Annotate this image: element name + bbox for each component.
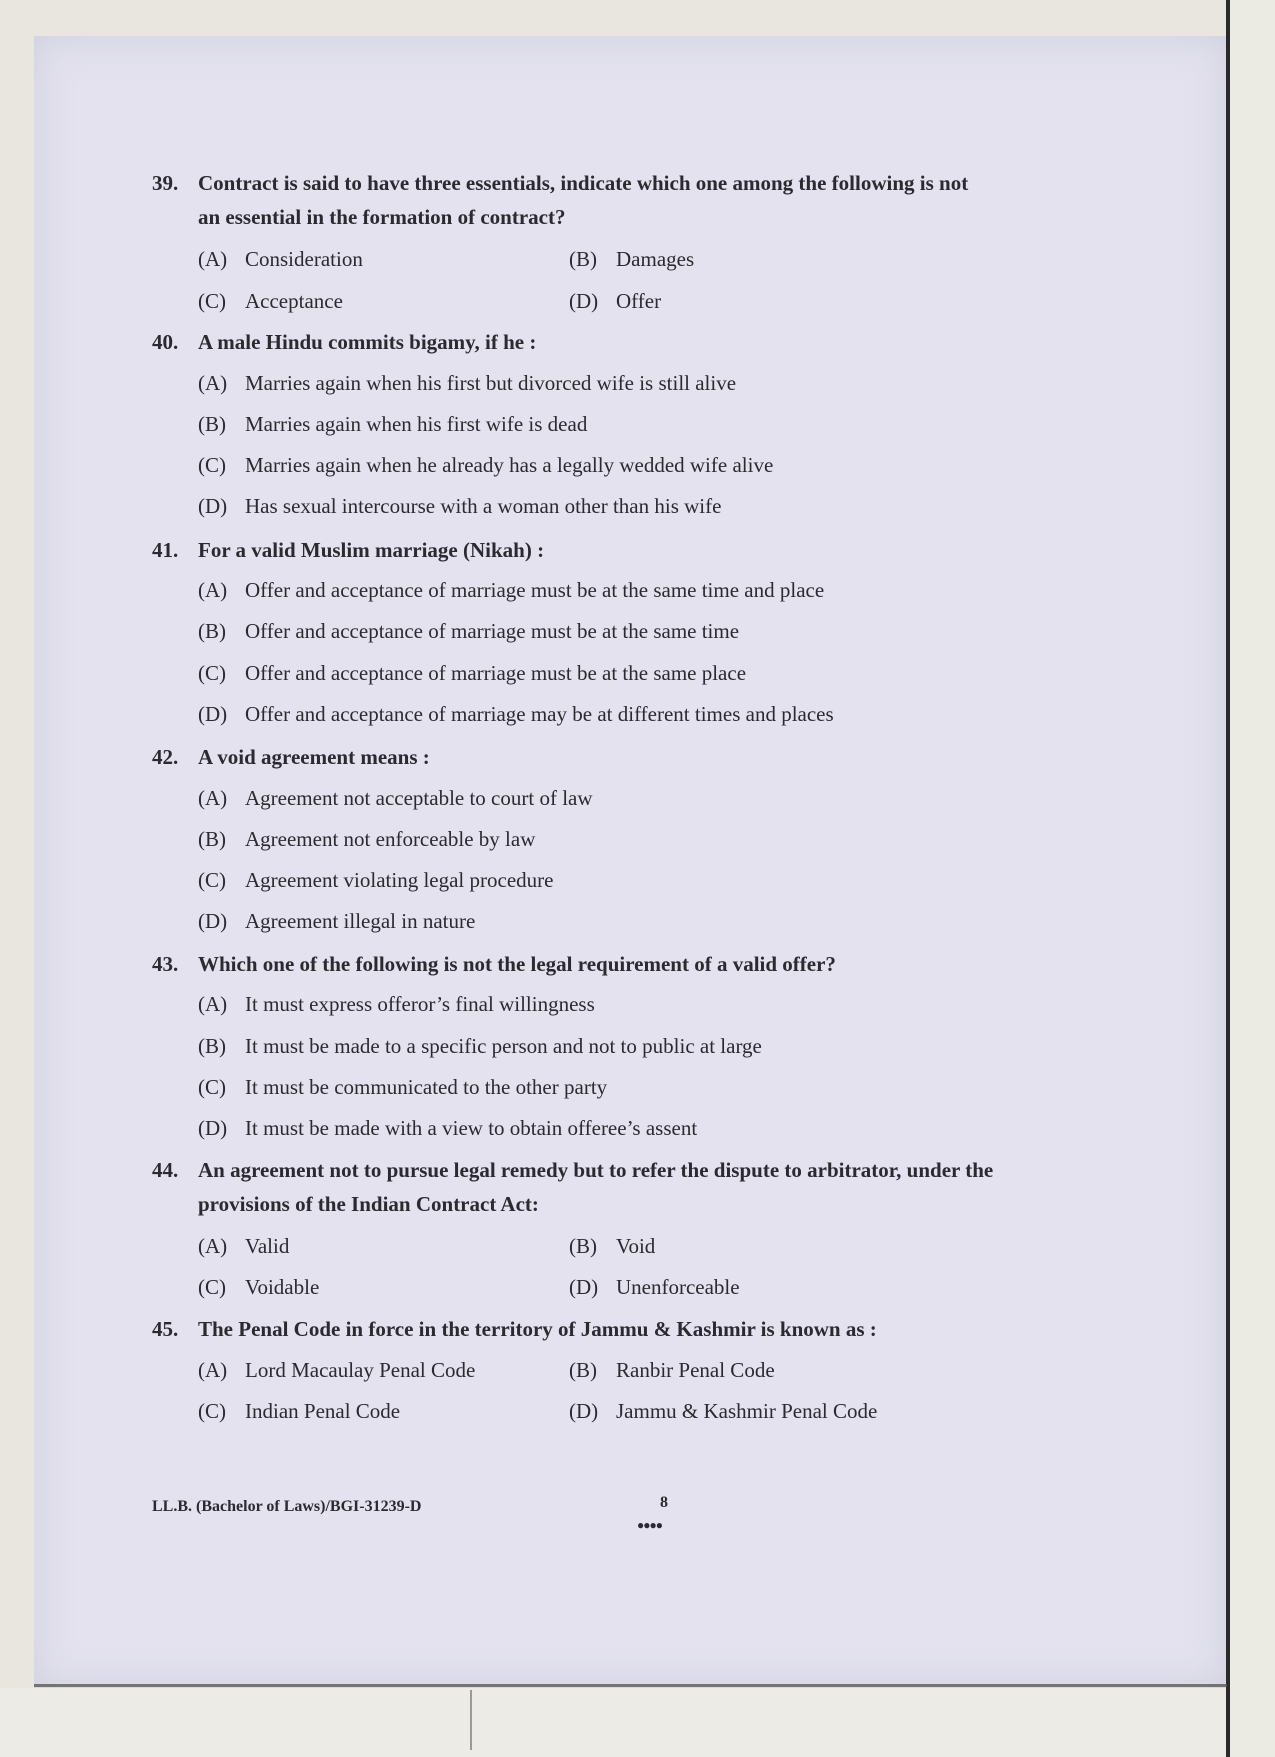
option-text: Valid (245, 1234, 290, 1258)
option-text: Marries again when he already has a legally wedded wife alive (245, 453, 774, 477)
question-42 (152, 740, 430, 774)
question-text: An agreement not to pursue legal remedy but to refer the dispute to arbitrator, under the (198, 1158, 994, 1182)
option-41d (198, 700, 834, 728)
option-text: It must express offeror’s final willingness (245, 992, 595, 1016)
option-label: (B) (569, 247, 597, 271)
option-44d (569, 1273, 740, 1301)
option-label: (A) (198, 247, 228, 271)
option-39c (198, 287, 343, 315)
option-label: (C) (198, 868, 226, 892)
option-40a (198, 369, 736, 397)
option-text: Damages (616, 247, 695, 271)
option-label: (D) (569, 1399, 599, 1423)
option-text: Offer and acceptance of marriage may be at different times and places (245, 702, 834, 726)
background-paper (1230, 0, 1275, 1757)
option-text: Agreement not enforceable by law (245, 827, 536, 851)
question-39 (152, 166, 968, 234)
option-text: Agreement violating legal procedure (245, 868, 554, 892)
bottom-paper (0, 1688, 1226, 1757)
option-text: Has sexual intercourse with a woman other than his wife (245, 494, 722, 518)
question-text: A male Hindu commits bigamy, if he : (198, 330, 537, 354)
question-number: 39. (152, 171, 179, 195)
option-label: (A) (198, 992, 228, 1016)
option-text: It must be made to a specific person and not to public at large (245, 1034, 762, 1058)
question-text-continued: provisions of the Indian Contract Act: (198, 1192, 539, 1216)
option-text: Agreement not acceptable to court of law (245, 786, 593, 810)
question-number: 43. (152, 952, 179, 976)
option-label: (C) (198, 1075, 226, 1099)
question-number: 41. (152, 538, 179, 562)
option-label: (A) (198, 1358, 228, 1382)
option-43c (198, 1073, 607, 1101)
exam-sheet (34, 36, 1227, 1688)
option-label: (C) (198, 1275, 226, 1299)
option-text: Offer and acceptance of marriage must be at the same time (245, 619, 740, 643)
question-40 (152, 325, 536, 359)
option-42d (198, 907, 475, 935)
option-label: (D) (198, 909, 228, 933)
page-dots: ●●●● (637, 1518, 662, 1532)
bottom-border-line (34, 1684, 1227, 1687)
option-43d (198, 1114, 697, 1142)
paper-fold-mark (470, 1690, 472, 1750)
page-number: 8 (660, 1494, 668, 1511)
option-label: (B) (198, 1034, 226, 1058)
option-label: (B) (198, 827, 226, 851)
option-44a (198, 1232, 289, 1260)
option-43a (198, 990, 595, 1018)
option-label: (D) (569, 1275, 599, 1299)
question-number: 44. (152, 1158, 179, 1182)
option-label: (D) (198, 494, 228, 518)
option-label: (C) (198, 1399, 226, 1423)
option-text: It must be communicated to the other party (245, 1075, 608, 1099)
option-text: Offer and acceptance of marriage must be at the same time and place (245, 578, 825, 602)
option-label: (C) (198, 453, 226, 477)
option-text: Offer (616, 289, 662, 313)
option-40c (198, 451, 773, 479)
option-40b (198, 410, 587, 438)
option-44c (198, 1273, 319, 1301)
option-label: (B) (569, 1358, 597, 1382)
option-label: (A) (198, 578, 228, 602)
option-text: Acceptance (245, 289, 343, 313)
option-45b (569, 1356, 775, 1384)
question-text: A void agreement means : (198, 745, 430, 769)
option-42c (198, 866, 553, 894)
question-44 (152, 1153, 993, 1221)
option-text: Marries again when his first but divorced wife is still alive (245, 371, 737, 395)
option-label: (D) (569, 289, 599, 313)
option-44b (569, 1232, 655, 1260)
question-number: 45. (152, 1317, 179, 1341)
option-text: It must be made with a view to obtain offeree’s assent (245, 1116, 698, 1140)
option-40d (198, 492, 721, 520)
option-41a (198, 576, 824, 604)
option-text: Ranbir Penal Code (616, 1358, 775, 1382)
option-label: (B) (198, 412, 226, 436)
option-45a (198, 1356, 475, 1384)
option-label: (A) (198, 1234, 228, 1258)
option-text: Jammu & Kashmir Penal Code (616, 1399, 878, 1423)
footer-course-code: LL.B. (Bachelor of Laws)/BGI-31239-D (152, 1498, 422, 1515)
option-text: Offer and acceptance of marriage must be at the same place (245, 661, 747, 685)
question-number: 42. (152, 745, 179, 769)
option-text: Indian Penal Code (245, 1399, 401, 1423)
question-43 (152, 947, 836, 981)
option-41c (198, 659, 746, 687)
option-text: Marries again when his first wife is dead (245, 412, 588, 436)
option-label: (C) (198, 289, 226, 313)
option-label: (A) (198, 371, 228, 395)
option-label: (D) (198, 1116, 228, 1140)
option-41b (198, 617, 739, 645)
question-text-continued: an essential in the formation of contract? (198, 205, 566, 229)
question-text: Contract is said to have three essentials, indicate which one among the following is not (198, 171, 969, 195)
option-label: (A) (198, 786, 228, 810)
question-text: For a valid Muslim marriage (Nikah) : (198, 538, 545, 562)
question-number: 40. (152, 330, 179, 354)
option-39b (569, 245, 694, 273)
option-text: Voidable (245, 1275, 320, 1299)
option-39d (569, 287, 661, 315)
option-label: (B) (198, 619, 226, 643)
question-41 (152, 533, 544, 567)
option-43b (198, 1032, 762, 1060)
option-label: (D) (198, 702, 228, 726)
option-text: Lord Macaulay Penal Code (245, 1358, 476, 1382)
option-text: Agreement illegal in nature (245, 909, 476, 933)
option-label: (C) (198, 661, 226, 685)
option-45c (198, 1397, 400, 1425)
option-42a (198, 784, 593, 812)
option-text: Void (616, 1234, 656, 1258)
option-39a (198, 245, 363, 273)
question-45 (152, 1312, 877, 1346)
question-text: Which one of the following is not the legal requirement of a valid offer? (198, 952, 836, 976)
question-text: The Penal Code in force in the territory of Jammu & Kashmir is known as : (198, 1317, 877, 1341)
option-42b (198, 825, 535, 853)
option-text: Consideration (245, 247, 363, 271)
option-45d (569, 1397, 877, 1425)
option-text: Unenforceable (616, 1275, 740, 1299)
option-label: (B) (569, 1234, 597, 1258)
